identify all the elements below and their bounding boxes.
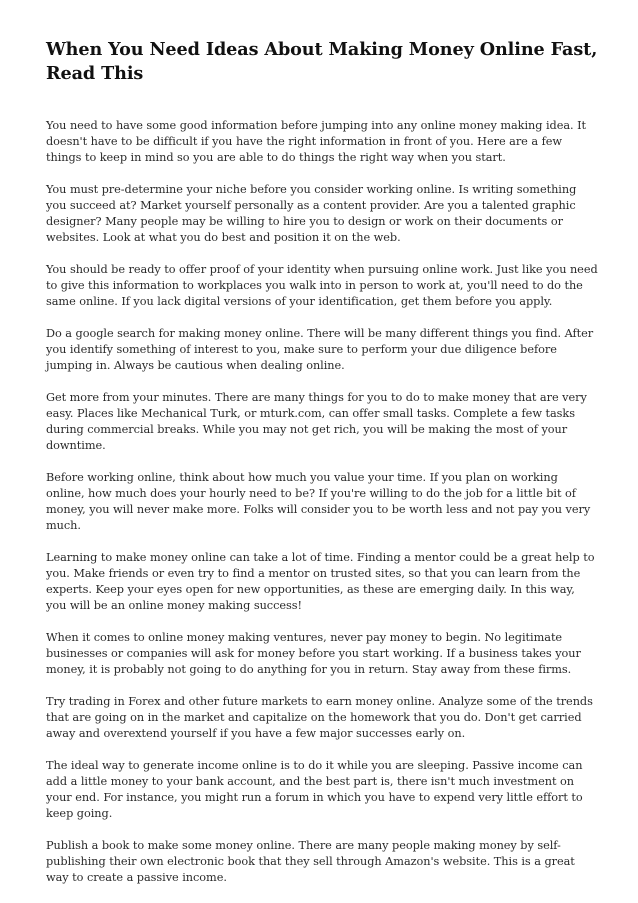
paragraph-2: You must pre-determine your niche before you consider working online. Is writing something you succeed at? Market yourself personally as a content provider. Are you a talented graphic designer? Many people may be willing to hire you to design or work on their documents or websites. Look at what you do best and position it on the web. [46, 183, 577, 244]
paragraph-1: You need to have some good information before jumping into any online money making idea. It doesn't have to be difficult if you have the right information in front of you. Here are a few things to keep in mind so you are able to do things the right way when you start. [46, 119, 587, 164]
paragraph-8: When it comes to online money making ventures, never pay money to begin. No legitimate businesses or companies will ask for money before you start working. If a business takes your money, it is probably not going to do anything for you in return. Stay away from these firms. [46, 631, 581, 676]
title-line-1: When You Need Ideas About Making Money Online Fast, [46, 39, 598, 60]
paragraph-6: Before working online, think about how much you value your time. If you plan on working online, how much does your hourly need to be? If you're willing to do the job for a little bit of money, you will never make more. Folks will consider you to be worth less and not pay you very much. [46, 471, 591, 532]
paragraph-9: Try trading in Forex and other future markets to earn money online. Analyze some of the trends that are going on in the market and capitalize on the homework that you do. Don't get carried away and overextend yourself if you have a few major successes early on. [46, 695, 593, 740]
title-line-2: Read This [46, 63, 144, 84]
paragraph-10: The ideal way to generate income online is to do it while you are sleeping. Passive income can add a little money to your bank account, and the best part is, there isn't much investment on your end. For instance, you might run a forum in which you have to expend very little effort to keep going. [46, 759, 583, 820]
paragraph-11: Publish a book to make some money online. There are many people making money by self-publishing their own electronic book that they sell through Amazon's website. This is a great way to create a passive income. [46, 839, 575, 884]
paragraph-3: You should be ready to offer proof of your identity when pursuing online work. Just like you need to give this information to workplaces you walk into in person to work at, you'll need to do the same online. If you lack digital versions of your identification, get them before you apply. [46, 263, 598, 308]
page-title [46, 38, 598, 86]
paragraph-5: Get more from your minutes. There are many things for you to do to make money that are very easy. Places like Mechanical Turk, or mturk.com, can offer small tasks. Complete a few tasks during commercial breaks. While you may not get rich, you will be making the most of your downtime. [46, 391, 587, 452]
paragraph-4: Do a google search for making money online. There will be many different things you find. After you identify something of interest to you, make sure to perform your due diligence before jumping in. Always be cautious when dealing online. [46, 327, 594, 372]
document-page [46, 38, 598, 902]
paragraph-7: Learning to make money online can take a lot of time. Finding a mentor could be a great help to you. Make friends or even try to find a mentor on trusted sites, so that you can learn from the experts. Keep your eyes open for new opportunities, as these are emerging daily. In this way, you will be an online money making success! [46, 551, 595, 612]
